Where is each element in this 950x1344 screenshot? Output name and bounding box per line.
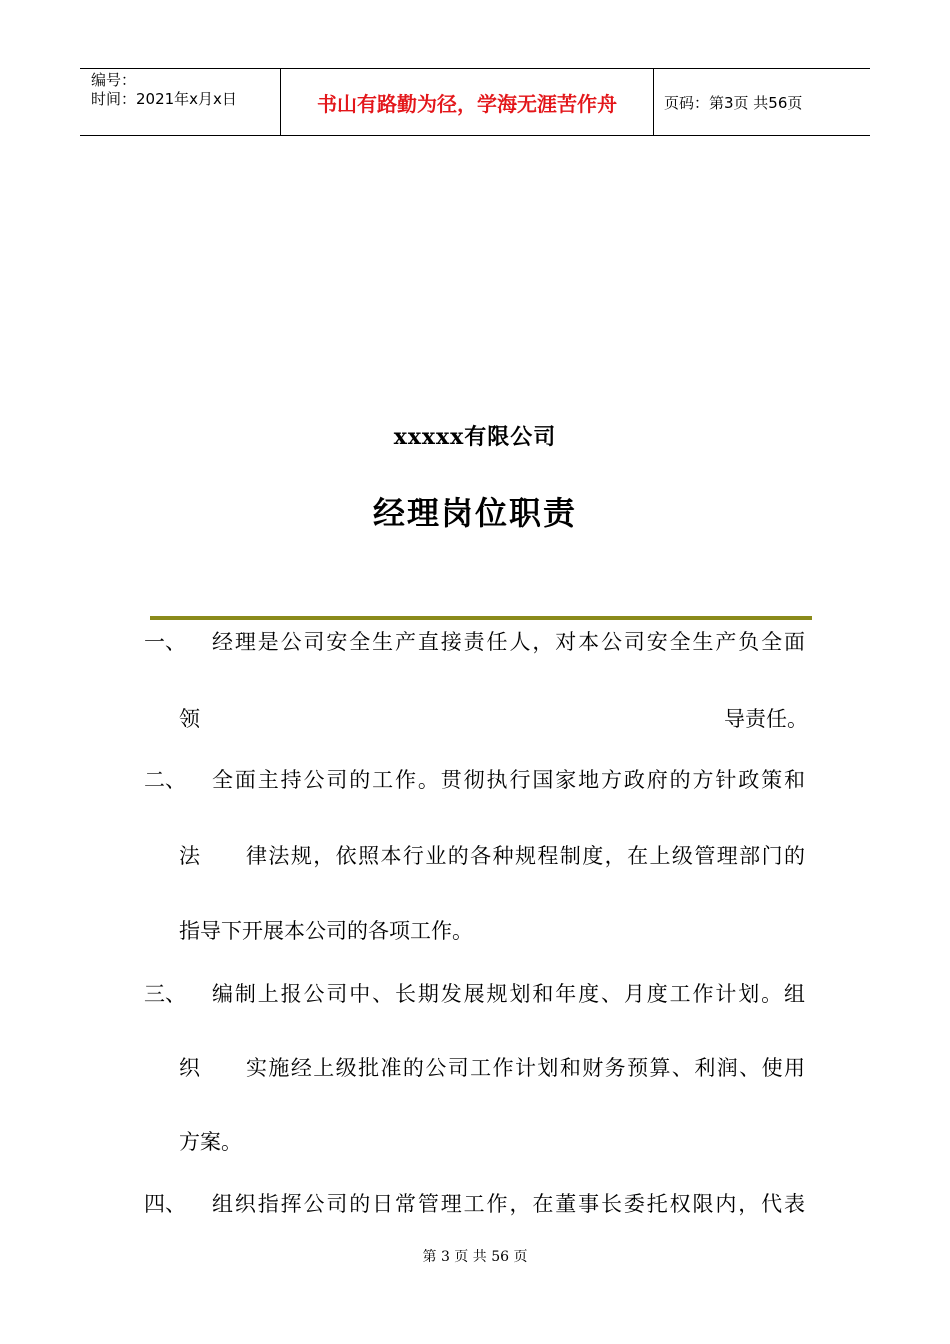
item-2-cont1-right: 律法规，依照本行业的各种规程制度，在上级管理部门的 bbox=[246, 844, 805, 868]
item-3-cont1-left: 织 bbox=[179, 1056, 200, 1080]
item-2-text: 全面主持公司的工作。贯彻执行国家地方政府的方针政策和 bbox=[212, 768, 805, 792]
item-3-cont2: 方案。 bbox=[179, 1130, 242, 1154]
item-3-number: 三、 bbox=[144, 982, 186, 1006]
header-motto: 书山有路勤为径，学海无涯苦作舟 bbox=[281, 69, 654, 135]
header-page-info: 页码：第3页 共56页 bbox=[664, 93, 803, 112]
item-1-cont-left: 领 bbox=[179, 707, 200, 731]
item-4-text: 组织指挥公司的日常管理工作，在董事长委托权限内，代表 bbox=[212, 1192, 805, 1216]
item-2-cont2: 指导下开展本公司的各项工作。 bbox=[179, 919, 473, 943]
company-name: xxxxx有限公司 bbox=[393, 424, 557, 450]
item-3-cont1-right: 实施经上级批准的公司工作计划和财务预算、利润、使用 bbox=[246, 1056, 805, 1080]
item-4-number: 四、 bbox=[144, 1192, 186, 1216]
doc-number-label: 编号： bbox=[91, 71, 137, 89]
doc-date-label: 时间：2021年x月x日 bbox=[91, 90, 237, 108]
item-1-cont-right: 导责任。 bbox=[724, 707, 808, 731]
item-3-text: 编制上报公司中、长期发展规划和年度、月度工作计划。组 bbox=[212, 982, 805, 1006]
header-meta-cell bbox=[80, 69, 281, 135]
item-1-number: 一、 bbox=[144, 630, 186, 654]
page-footer: 第 3 页 共 56 页 bbox=[422, 1249, 528, 1265]
page-header-table bbox=[80, 68, 870, 136]
item-1-text: 经理是公司安全生产直接责任人，对本公司安全生产负全面 bbox=[212, 630, 805, 654]
title-divider bbox=[150, 616, 812, 620]
document-title: 经理岗位职责 bbox=[372, 494, 577, 532]
item-2-cont1-left: 法 bbox=[179, 844, 200, 868]
item-2-number: 二、 bbox=[144, 768, 186, 792]
